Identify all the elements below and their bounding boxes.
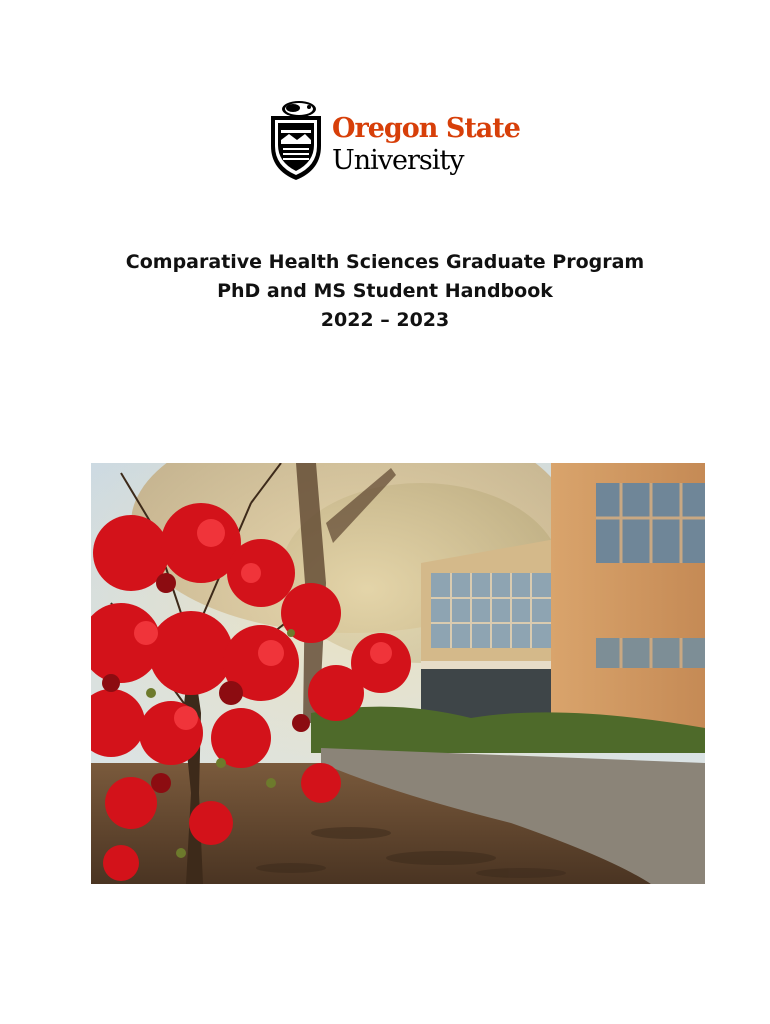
osu-beaver-seal-icon [265,100,327,182]
red-azalea-campus-building-photo [91,463,705,884]
oregon-state-university-logo [265,100,525,184]
handbook-title: PhD and MS Student Handbook [217,280,553,302]
document-title [0,248,770,335]
logo-wordmark-oregon-state: Oregon State [332,113,520,144]
academic-year: 2022 – 2023 [320,309,450,331]
logo-wordmark-university: University [332,145,464,176]
program-title: Comparative Health Sciences Graduate Program [125,251,645,273]
cover-photo [91,463,705,884]
